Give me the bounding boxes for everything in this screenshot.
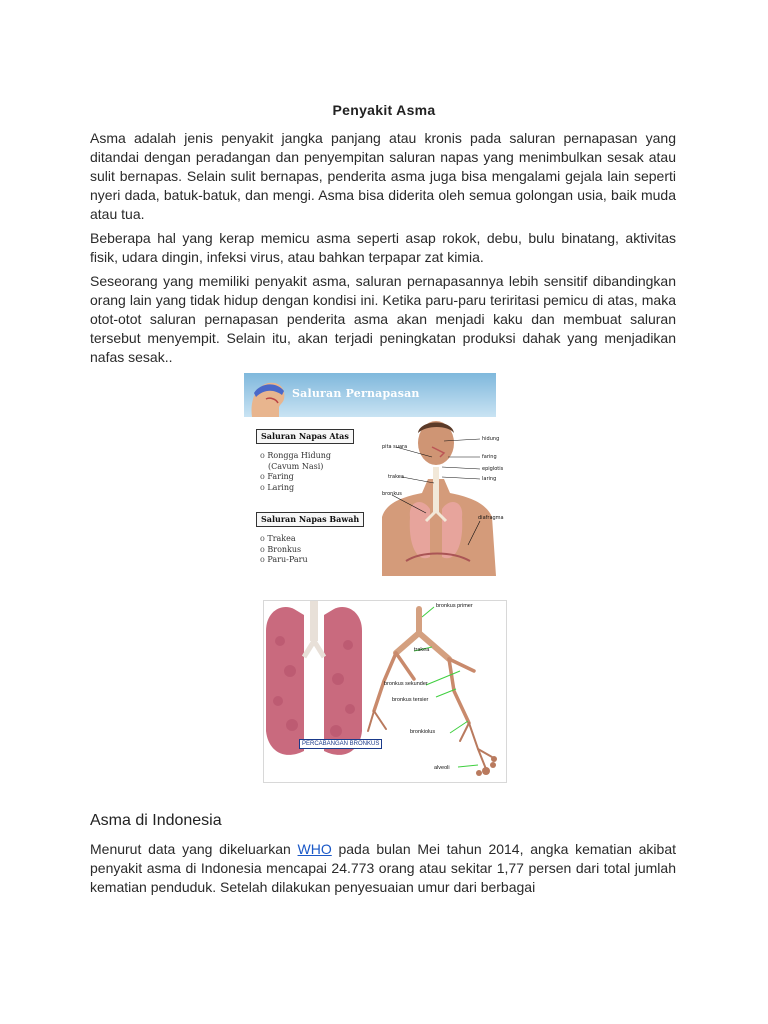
bronchial-branching-figure bbox=[263, 600, 507, 783]
paragraph-triggers: Beberapa hal yang kerap memicu asma seperti asap rokok, debu, bulu binatang, aktivitas fisik, udara dingin, infeksi virus, atau bahkan terpapar zat kimia. bbox=[90, 230, 676, 265]
torso-illustration bbox=[382, 417, 504, 576]
section-heading: Asma di Indonesia bbox=[90, 812, 222, 829]
list-item: o Trakea bbox=[260, 534, 308, 545]
list-item: o Rongga Hidung bbox=[260, 451, 331, 462]
figure-header-title: Saluran Pernapasan bbox=[292, 387, 420, 400]
label-alveoli: alveoli bbox=[434, 765, 450, 771]
document-title: Penyakit Asma bbox=[332, 102, 436, 118]
list-item: o Paru-Paru bbox=[260, 555, 308, 566]
list-item: o Bronkus bbox=[260, 545, 308, 556]
paragraph-text: Menurut data yang dikeluarkan bbox=[90, 841, 298, 857]
label-faring: faring bbox=[482, 454, 497, 460]
label-bronkus-primer: bronkus primer bbox=[436, 603, 473, 609]
paragraph-mechanism: Seseorang yang memiliki penyakit asma, saluran pernapasannya lebih sensitif dibandingkan orang lain yang tidak hidup dengan kondisi ini. Ketika paru-paru teriritasi pemicu di atas, maka otot-otot saluran pernapasan penderita asma akan menjadi kaku dan membuat saluran tersebut menyempit. Selain itu, akan terjadi peningkatan produksi dahak yang menjadikan nafas sesak.. bbox=[90, 273, 676, 365]
bronchial-tree-drawing bbox=[264, 601, 506, 782]
label-pita-suara: pita suara bbox=[382, 444, 408, 450]
head-profile-icon bbox=[246, 373, 290, 417]
upper-airway-list bbox=[260, 451, 331, 493]
who-link[interactable]: WHO bbox=[297, 841, 332, 857]
lower-airway-list bbox=[260, 534, 308, 566]
respiratory-tract-figure bbox=[244, 373, 504, 576]
label-laring: laring bbox=[482, 476, 497, 482]
label-trakea: trakea bbox=[388, 474, 404, 480]
label-diafragma: diafragma bbox=[478, 515, 504, 521]
paragraph-indonesia bbox=[90, 840, 676, 897]
list-item: o Laring bbox=[260, 483, 331, 494]
paragraph-text: pada bulan Mei tahun 2014, angka kematian akibat penyakit asma di Indonesia mencapai 24.773 orang atau sekitar 1,77 persen dari total jumlah kematian penduduk. Setelah dilakukan penyesuaian umur dari berbagai bbox=[90, 841, 677, 895]
label-bronkus: bronkus bbox=[382, 491, 402, 497]
figure-header-banner bbox=[244, 373, 496, 417]
paragraph-definition: Asma adalah jenis penyakit jangka panjang atau kronis pada saluran pernapasan yang ditandai dengan peradangan dan penyempitan saluran napas yang menimbulkan sesak atau sulit bernapas. Selain sulit bernapas, penderita asma juga bisa mengalami gejala lain seperti nyeri dada, batuk-batuk, dan mengi. Asma bisa diderita oleh semua golongan usia, baik muda atau tua. bbox=[90, 130, 676, 222]
label-hidung: hidung bbox=[482, 436, 500, 442]
upper-airway-box: Saluran Napas Atas bbox=[256, 429, 354, 444]
list-item: o Faring bbox=[260, 472, 331, 483]
lower-airway-box: Saluran Napas Bawah bbox=[256, 512, 364, 527]
label-bronkiolus: bronkiolus bbox=[410, 729, 436, 735]
label-trakea: trakea bbox=[414, 647, 430, 653]
list-item: (Cavum Nasi) bbox=[268, 461, 324, 471]
label-bronkus-sekunder: bronkus sekunder bbox=[384, 681, 428, 687]
label-bronkus-tersier: bronkus tersier bbox=[392, 697, 429, 703]
label-epiglotis: epiglotis bbox=[482, 466, 504, 472]
figure-caption: PERCABANGAN BRONKUS bbox=[299, 739, 382, 749]
